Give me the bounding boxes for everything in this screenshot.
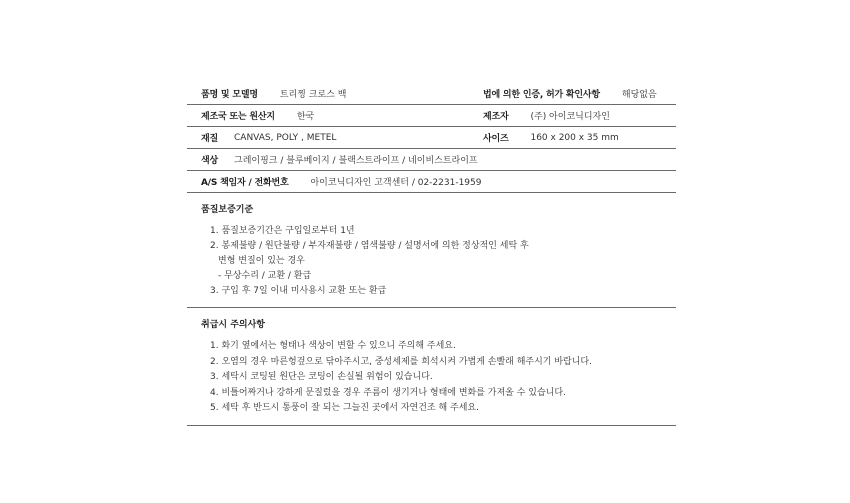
spec-row-material <box>187 127 676 149</box>
care-title: 취급시 주의사항 <box>201 320 265 330</box>
list-item: 5. 세탁 후 반드시 통풍이 잘 되는 그늘진 곳에서 자연건조 해 주세요. <box>210 403 479 413</box>
material-label: 재질 <box>201 134 218 144</box>
spec-row-as <box>187 171 676 193</box>
as-label: A/S 책임자 / 전화번호 <box>201 178 289 188</box>
product-name-label: 품명 및 모델명 <box>201 90 258 100</box>
as-cell <box>187 175 482 188</box>
list-item: 1. 품질보증기간은 구입일로부터 1년 <box>210 226 355 236</box>
certification-label: 법에 의한 인증, 허가 확인사항 <box>483 90 600 100</box>
size-value: 160 x 200 x 35 mm <box>530 132 619 143</box>
manufacturer-cell <box>471 109 676 122</box>
list-item: 변형 변질이 있는 경우 <box>218 256 305 266</box>
manufacturer-value: (주) 아이코닉디자인 <box>530 112 610 122</box>
color-value: 그레이핑크 / 블루베이지 / 블랙스트라이프 / 네이비스트라이프 <box>234 156 478 166</box>
color-label: 색상 <box>201 156 218 166</box>
manufacturer-label: 제조자 <box>483 112 509 122</box>
product-info-sheet <box>187 83 676 426</box>
color-cell <box>187 153 478 166</box>
as-value: 아이코닉디자인 고객센터 / 02-2231-1959 <box>310 178 482 188</box>
material-cell <box>187 131 471 144</box>
origin-value: 한국 <box>296 112 315 122</box>
list-item: 1. 화기 옆에서는 형태나 색상이 변할 수 있으니 주의해 주세요. <box>210 341 456 351</box>
care-list <box>201 339 676 417</box>
origin-cell <box>187 109 471 122</box>
spec-row-origin <box>187 105 676 127</box>
list-item: 3. 세탁시 코팅된 원단은 코팅이 손실될 위험이 있습니다. <box>210 372 433 382</box>
certification-value: 해당없음 <box>621 90 657 100</box>
origin-label: 제조국 또는 원산지 <box>201 112 275 122</box>
list-item: 2. 봉제불량 / 원단불량 / 부자재불량 / 염색불량 / 설명서에 의한 정상적인 세탁 후 <box>210 241 529 251</box>
product-name-cell <box>187 87 471 100</box>
list-item: - 무상수리 / 교환 / 환급 <box>218 271 312 281</box>
spec-row-product <box>187 83 676 105</box>
size-label: 사이즈 <box>483 134 509 144</box>
list-item: 3. 구입 후 7일 이내 미사용시 교환 또는 환급 <box>210 286 387 296</box>
warranty-section <box>187 193 676 308</box>
list-item: 2. 오염의 경우 마른헝겊으로 닦아주시고, 중성세제를 희석시켜 가볍게 손빨래 해주시기 바랍니다. <box>210 356 592 367</box>
list-item: 4. 비틀어짜거나 강하게 문질렀을 경우 주름이 생기거나 형태에 변화를 가져올 수 있습니다. <box>210 387 566 398</box>
material-value: CANVAS, POLY , METEL <box>234 132 337 143</box>
care-section <box>187 308 676 426</box>
warranty-title: 품질보증기준 <box>201 205 254 215</box>
certification-cell <box>471 87 676 100</box>
spec-row-color <box>187 149 676 171</box>
product-name-value: 트리찡 크로스 백 <box>279 90 347 100</box>
size-cell <box>471 131 676 144</box>
warranty-list <box>201 224 676 299</box>
